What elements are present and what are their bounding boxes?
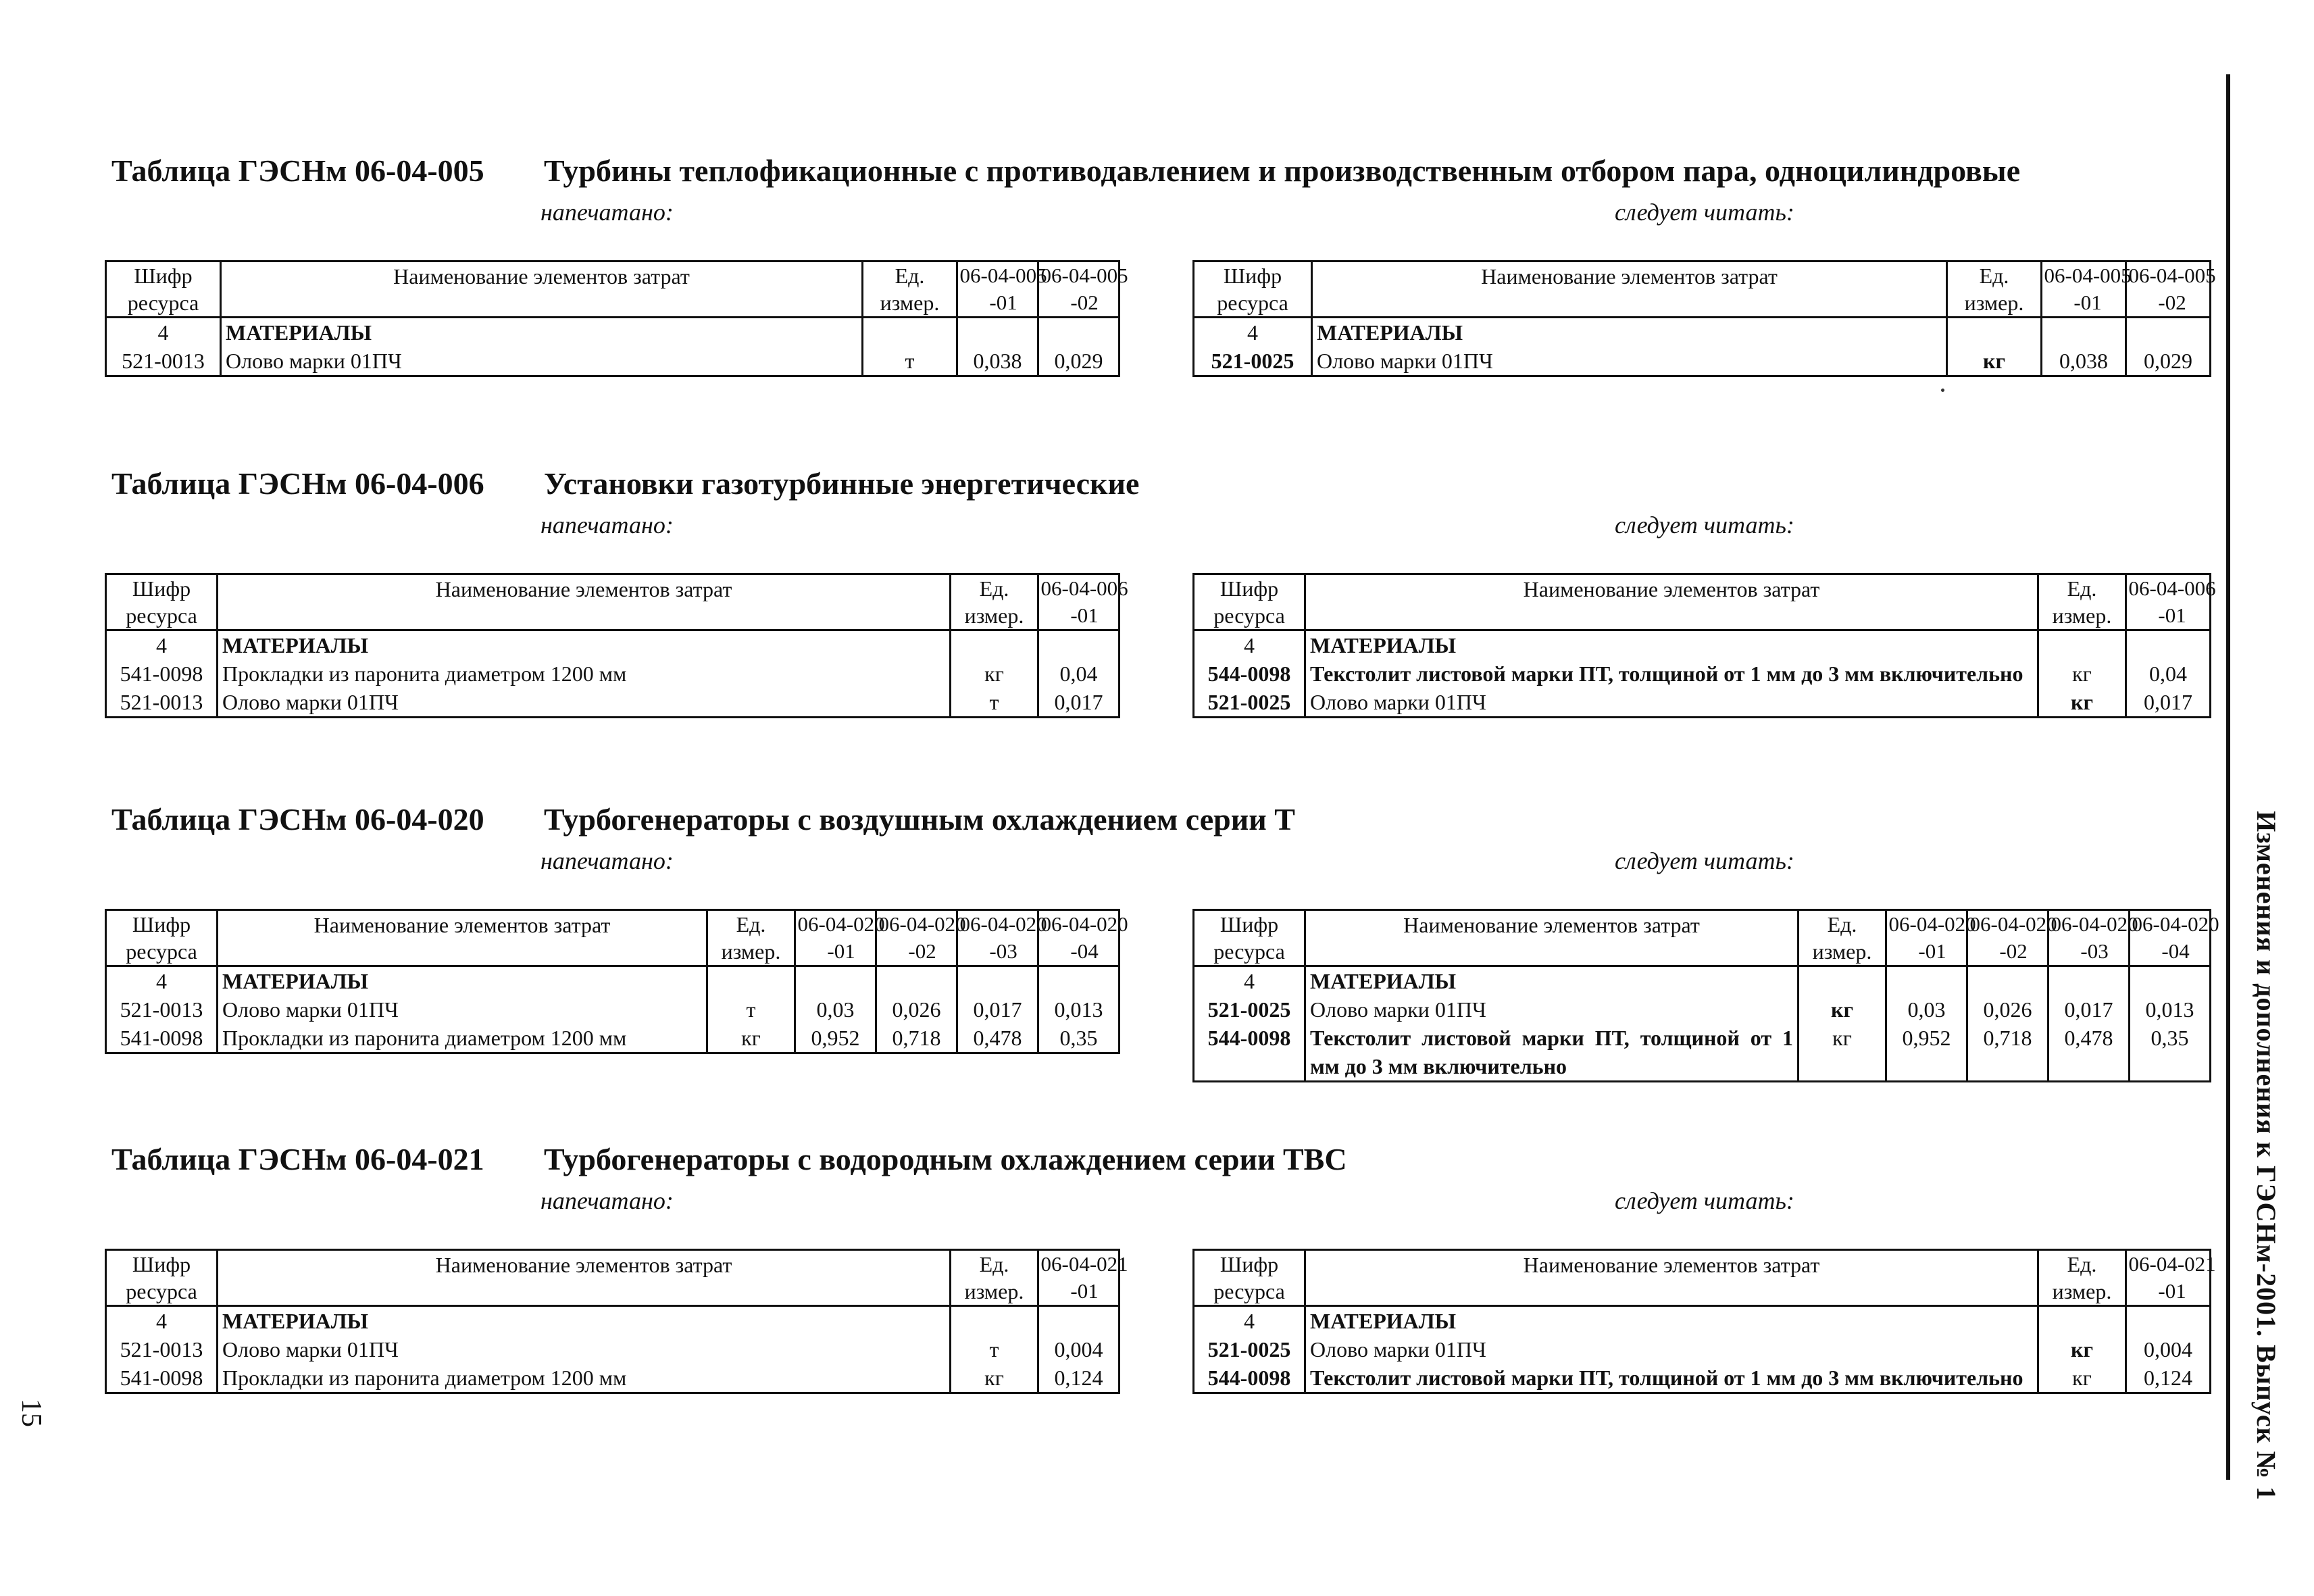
cost-element-name: Олово марки 01ПЧ	[1305, 995, 1799, 1024]
header-norm-code	[1038, 261, 1128, 318]
resource-code: 4	[1194, 318, 1312, 347]
header-norm-code-text: 06-04-005-02	[2128, 264, 2216, 314]
resource-code: 521-0013	[106, 688, 218, 718]
section-name: МАТЕРИАЛЫ	[218, 630, 951, 660]
header-unit: Ед. измер.	[951, 1250, 1038, 1306]
header-norm-code-text: 06-04-020-01	[797, 912, 885, 963]
header-name: Наименование элементов затрат	[1305, 574, 2038, 630]
table-header-row	[106, 261, 1120, 318]
norm-value	[1038, 630, 1120, 660]
header-norm-code-text: 06-04-020-03	[2051, 912, 2138, 963]
corrected-table	[1192, 260, 2216, 377]
resource-code: 4	[1194, 1306, 1305, 1336]
header-name: Наименование элементов затрат	[218, 574, 951, 630]
header-name: Наименование элементов затрат	[1305, 1250, 2038, 1306]
unit-cell: кг	[2038, 688, 2126, 718]
table-row	[106, 1364, 1120, 1393]
resource-code: 541-0098	[106, 659, 218, 688]
header-norm-code-text: 06-04-020-01	[1888, 912, 1976, 963]
correct-label: следует читать:	[1615, 199, 1794, 226]
section-row	[106, 966, 1120, 996]
printed-label: напечатано:	[540, 1187, 674, 1214]
section-heading	[111, 1141, 1347, 1178]
corrected-table	[1192, 1249, 2216, 1394]
table-header-row	[1194, 261, 2211, 318]
table-row	[1194, 1364, 2211, 1393]
section-name: МАТЕРИАЛЫ	[218, 1306, 951, 1336]
header-code: Шифр ресурса	[1194, 1250, 1305, 1306]
header-norm-code-text: 06-04-020-02	[878, 912, 966, 963]
unit-cell: кг	[951, 1364, 1038, 1393]
printed-label: напечатано:	[540, 199, 674, 226]
resource-code: 521-0013	[106, 995, 218, 1024]
section-heading	[111, 465, 1139, 503]
right-margin-rule	[2226, 74, 2230, 1480]
table-title: Турбогенераторы с воздушным охлаждением серии Т	[544, 802, 1295, 837]
cost-element-name: Текстолит листовой марки ПТ, толщиной от 1 мм до 3 мм включительно	[1305, 1024, 1799, 1082]
corrected-table	[1192, 909, 2219, 1082]
table-title: Установки газотурбинные энергетические	[544, 466, 1140, 501]
resource-code: 521-0025	[1194, 995, 1305, 1024]
table-row	[1194, 347, 2211, 376]
header-norm-code-text: 06-04-021-01	[1040, 1252, 1128, 1303]
cost-element-name: Олово марки 01ПЧ	[218, 688, 951, 718]
header-norm-code	[2126, 1250, 2216, 1306]
cost-element-name: Олово марки 01ПЧ	[1312, 347, 1947, 376]
table-row	[106, 659, 1120, 688]
corrected-table	[1192, 573, 2216, 718]
unit-cell	[1799, 966, 1886, 996]
unit-cell: кг	[2038, 659, 2126, 688]
unit-cell: т	[951, 1335, 1038, 1364]
norm-value: 0,026	[1967, 995, 2048, 1024]
unit-cell	[1947, 318, 2042, 347]
norm-value	[2126, 318, 2211, 347]
norm-value	[1886, 966, 1967, 996]
header-name: Наименование элементов затрат	[218, 910, 707, 966]
header-norm-code	[876, 910, 966, 966]
header-norm-code	[1038, 574, 1128, 630]
cost-element-name: Олово марки 01ПЧ	[221, 347, 863, 376]
norm-value: 0,029	[2126, 347, 2211, 376]
resource-code: 4	[1194, 630, 1305, 660]
header-norm-code	[2042, 261, 2132, 318]
norm-value: 0,478	[957, 1024, 1038, 1053]
header-unit: Ед. измер.	[2038, 1250, 2126, 1306]
cost-element-name: Олово марки 01ПЧ	[1305, 1335, 2038, 1364]
table-header-row	[106, 1250, 1120, 1306]
header-unit: Ед. измер.	[951, 574, 1038, 630]
norm-value: 0,952	[795, 1024, 876, 1053]
norm-value: 0,35	[2130, 1024, 2211, 1082]
cost-element-name: Текстолит листовой марки ПТ, толщиной от 1 мм до 3 мм включительно	[1305, 1364, 2038, 1393]
norm-value: 0,04	[1038, 659, 1120, 688]
resource-code: 521-0025	[1194, 1335, 1305, 1364]
unit-cell: кг	[1799, 1024, 1886, 1082]
resource-code: 4	[1194, 966, 1305, 996]
resource-code: 544-0098	[1194, 1364, 1305, 1393]
norm-value	[2130, 966, 2211, 996]
table-code: Таблица ГЭСНм 06-04-021	[111, 1142, 484, 1176]
table-code: Таблица ГЭСНм 06-04-020	[111, 802, 484, 837]
resource-code: 541-0098	[106, 1364, 218, 1393]
header-name: Наименование элементов затрат	[1312, 261, 1947, 318]
norm-value	[1038, 966, 1120, 996]
table-code: Таблица ГЭСНм 06-04-005	[111, 153, 484, 188]
norm-value: 0,017	[1038, 688, 1120, 718]
header-norm-code	[795, 910, 885, 966]
header-code: Шифр ресурса	[106, 1250, 218, 1306]
header-norm-code-text: 06-04-020-04	[2132, 912, 2219, 963]
unit-cell: кг	[707, 1024, 795, 1053]
header-norm-code-text: 06-04-006-01	[1040, 576, 1128, 627]
header-norm-code	[2126, 261, 2216, 318]
section-name: МАТЕРИАЛЫ	[1305, 630, 2038, 660]
section-row	[106, 318, 1120, 347]
header-norm-code-text: 06-04-020-02	[1969, 912, 2057, 963]
correct-label: следует читать:	[1615, 847, 1794, 874]
section-name: МАТЕРИАЛЫ	[218, 966, 707, 996]
norm-value	[876, 966, 957, 996]
correct-label: следует читать:	[1615, 1187, 1794, 1214]
norm-value	[2126, 630, 2211, 660]
header-norm-code	[957, 261, 1047, 318]
table-header-row	[106, 910, 1120, 966]
unit-cell: кг	[1799, 995, 1886, 1024]
unit-cell	[951, 630, 1038, 660]
cost-element-name: Текстолит листовой марки ПТ, толщиной от 1 мм до 3 мм включительно	[1305, 659, 2038, 688]
section-row	[1194, 966, 2211, 996]
header-norm-code	[1038, 1250, 1128, 1306]
unit-cell: кг	[2038, 1364, 2126, 1393]
header-unit: Ед. измер.	[707, 910, 795, 966]
header-unit: Ед. измер.	[2038, 574, 2126, 630]
resource-code: 4	[106, 966, 218, 996]
resource-code: 544-0098	[1194, 659, 1305, 688]
header-norm-code-text: 06-04-005-01	[2044, 264, 2132, 314]
printed-table	[105, 573, 1128, 718]
section-row	[1194, 318, 2211, 347]
norm-value	[1967, 966, 2048, 996]
norm-value	[795, 966, 876, 996]
norm-value: 0,038	[2042, 347, 2126, 376]
unit-cell: т	[863, 347, 957, 376]
table-row	[1194, 659, 2211, 688]
norm-value	[957, 966, 1038, 996]
header-norm-code	[2130, 910, 2219, 966]
header-name: Наименование элементов затрат	[218, 1250, 951, 1306]
header-unit: Ед. измер.	[1947, 261, 2042, 318]
resource-code: 4	[106, 318, 221, 347]
header-name: Наименование элементов затрат	[221, 261, 863, 318]
unit-cell: т	[707, 995, 795, 1024]
header-norm-code	[2048, 910, 2138, 966]
section-name: МАТЕРИАЛЫ	[1305, 966, 1799, 996]
norm-value: 0,124	[1038, 1364, 1120, 1393]
table-header-row	[106, 574, 1120, 630]
table-row	[106, 347, 1120, 376]
resource-code: 521-0013	[106, 347, 221, 376]
table-row	[1194, 995, 2211, 1024]
printed-table	[105, 1249, 1128, 1394]
unit-cell	[2038, 630, 2126, 660]
table-row	[1194, 1024, 2211, 1082]
header-code: Шифр ресурса	[1194, 574, 1305, 630]
norm-value: 0,004	[2126, 1335, 2211, 1364]
norm-value	[1038, 318, 1120, 347]
norm-value: 0,04	[2126, 659, 2211, 688]
header-norm-code-text: 06-04-020-03	[959, 912, 1047, 963]
table-code: Таблица ГЭСНм 06-04-006	[111, 466, 484, 501]
header-unit: Ед. измер.	[1799, 910, 1886, 966]
norm-value: 0,952	[1886, 1024, 1967, 1082]
correct-label: следует читать:	[1615, 512, 1794, 539]
cost-element-name: Прокладки из паронита диаметром 1200 мм	[218, 1364, 951, 1393]
header-norm-code-text: 06-04-005-01	[959, 264, 1047, 314]
norm-value: 0,718	[1967, 1024, 2048, 1082]
header-code: Шифр ресурса	[1194, 910, 1305, 966]
header-code: Шифр ресурса	[106, 574, 218, 630]
header-norm-code	[1886, 910, 1976, 966]
table-row	[1194, 1335, 2211, 1364]
printed-label: напечатано:	[540, 847, 674, 874]
section-row	[106, 1306, 1120, 1336]
unit-cell: кг	[1947, 347, 2042, 376]
header-unit: Ед. измер.	[863, 261, 957, 318]
cost-element-name: Прокладки из паронита диаметром 1200 мм	[218, 659, 951, 688]
printed-table	[105, 909, 1128, 1054]
norm-value	[2126, 1306, 2211, 1336]
section-heading	[111, 152, 2020, 190]
norm-value: 0,478	[2048, 1024, 2130, 1082]
header-norm-code	[957, 910, 1047, 966]
norm-value: 0,004	[1038, 1335, 1120, 1364]
norm-value: 0,03	[1886, 995, 1967, 1024]
norm-value	[2042, 318, 2126, 347]
printed-table	[105, 260, 1128, 377]
norm-value: 0,038	[957, 347, 1038, 376]
table-row	[106, 688, 1120, 718]
section-name: МАТЕРИАЛЫ	[1305, 1306, 2038, 1336]
norm-value: 0,013	[1038, 995, 1120, 1024]
header-code: Шифр ресурса	[106, 910, 218, 966]
norm-value: 0,026	[876, 995, 957, 1024]
section-row	[1194, 1306, 2211, 1336]
section-name: МАТЕРИАЛЫ	[221, 318, 863, 347]
unit-cell	[707, 966, 795, 996]
table-header-row	[1194, 1250, 2211, 1306]
table-header-row	[1194, 574, 2211, 630]
unit-cell	[951, 1306, 1038, 1336]
header-norm-code-text: 06-04-006-01	[2128, 576, 2216, 627]
norm-value: 0,124	[2126, 1364, 2211, 1393]
section-row	[106, 630, 1120, 660]
resource-code: 521-0013	[106, 1335, 218, 1364]
resource-code: 4	[106, 1306, 218, 1336]
norm-value: 0,029	[1038, 347, 1120, 376]
cost-element-name: Олово марки 01ПЧ	[218, 995, 707, 1024]
unit-cell: кг	[951, 659, 1038, 688]
resource-code: 4	[106, 630, 218, 660]
norm-value: 0,718	[876, 1024, 957, 1053]
section-row	[1194, 630, 2211, 660]
norm-value: 0,017	[2126, 688, 2211, 718]
norm-value	[1038, 1306, 1120, 1336]
unit-cell: кг	[2038, 1335, 2126, 1364]
norm-value	[2048, 966, 2130, 996]
resource-code: 521-0025	[1194, 688, 1305, 718]
unit-cell	[2038, 1306, 2126, 1336]
table-title: Турбины теплофикационные с противодавлением и производственным отбором пара, одноцилиндровые	[544, 153, 2021, 188]
table-header-row	[1194, 910, 2211, 966]
header-norm-code	[1967, 910, 2057, 966]
header-code: Шифр ресурса	[106, 261, 221, 318]
header-norm-code	[2126, 574, 2216, 630]
norm-value: 0,35	[1038, 1024, 1120, 1053]
resource-code: 544-0098	[1194, 1024, 1305, 1082]
header-norm-code-text: 06-04-020-04	[1040, 912, 1128, 963]
resource-code: 521-0025	[1194, 347, 1312, 376]
header-norm-code-text: 06-04-021-01	[2128, 1252, 2216, 1303]
table-row	[106, 1024, 1120, 1053]
side-running-title	[2250, 811, 2290, 1501]
norm-value: 0,017	[2048, 995, 2130, 1024]
side-title-text: Изменения и дополнения к ГЭСНм-2001. Выпуск № 1	[2251, 811, 2282, 1501]
table-row	[106, 1335, 1120, 1364]
cost-element-name: Олово марки 01ПЧ	[1305, 688, 2038, 718]
header-norm-code	[1038, 910, 1128, 966]
norm-value: 0,013	[2130, 995, 2211, 1024]
unit-cell	[863, 318, 957, 347]
cost-element-name: Олово марки 01ПЧ	[218, 1335, 951, 1364]
table-row	[1194, 688, 2211, 718]
page-number: 15	[16, 1399, 47, 1427]
norm-value	[957, 318, 1038, 347]
header-code: Шифр ресурса	[1194, 261, 1312, 318]
print-speck	[1941, 389, 1944, 392]
header-norm-code-text: 06-04-005-02	[1040, 264, 1128, 314]
norm-value: 0,03	[795, 995, 876, 1024]
header-name: Наименование элементов затрат	[1305, 910, 1799, 966]
printed-label: напечатано:	[540, 512, 674, 539]
table-title: Турбогенераторы с водородным охлаждением серии ТВС	[544, 1142, 1347, 1176]
norm-value: 0,017	[957, 995, 1038, 1024]
section-heading	[111, 801, 1295, 839]
unit-cell: т	[951, 688, 1038, 718]
cost-element-name: Прокладки из паронита диаметром 1200 мм	[218, 1024, 707, 1053]
section-name: МАТЕРИАЛЫ	[1312, 318, 1947, 347]
resource-code: 541-0098	[106, 1024, 218, 1053]
table-row	[106, 995, 1120, 1024]
